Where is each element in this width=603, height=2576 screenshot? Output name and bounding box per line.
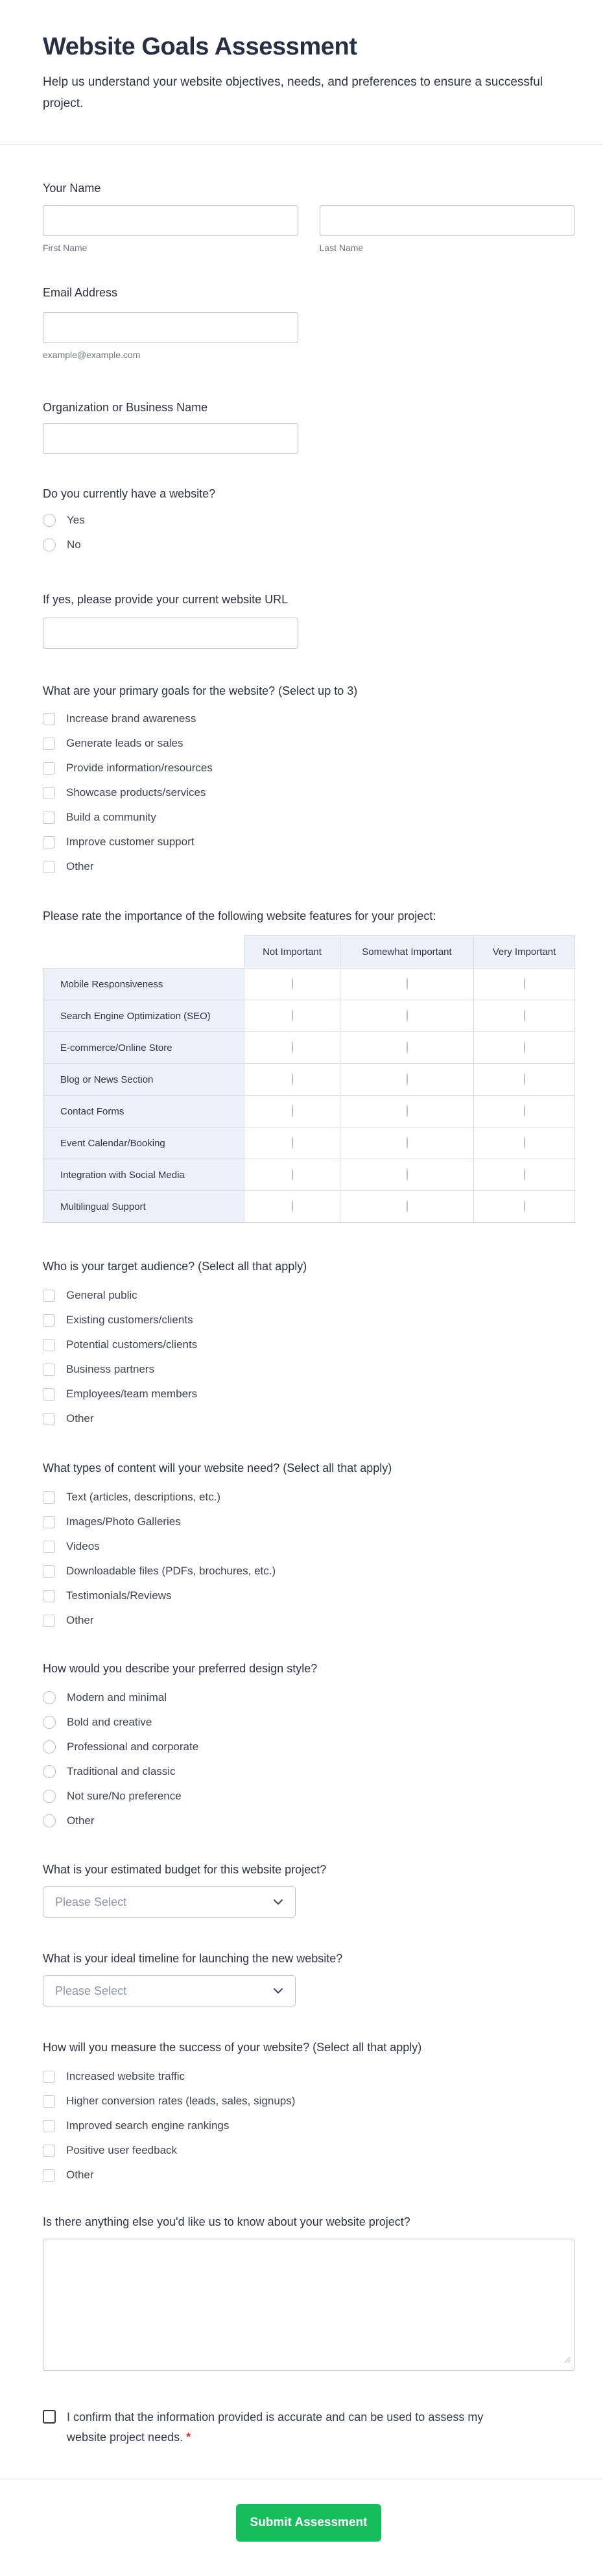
option-label: General public	[66, 1289, 137, 1301]
matrix-radio[interactable]	[407, 1105, 408, 1117]
option-label: Increased website traffic	[66, 2070, 185, 2082]
option-label: Other	[66, 1614, 94, 1626]
radio-option[interactable]	[43, 1685, 574, 1710]
checkbox-option[interactable]	[43, 1534, 574, 1559]
checkbox-option[interactable]	[43, 1406, 574, 1431]
checkbox-option[interactable]	[43, 854, 574, 879]
checkbox-option[interactable]	[43, 1357, 574, 1382]
matrix-row-label: Contact Forms	[43, 1096, 244, 1127]
matrix-row-label: Blog or News Section	[43, 1064, 244, 1096]
question-label: Who is your target audience? (Select all that apply)	[43, 1260, 307, 1273]
matrix-radio[interactable]	[407, 1168, 408, 1181]
option-label: No	[67, 538, 81, 551]
matrix-table	[43, 935, 575, 1223]
matrix-row	[43, 969, 575, 1000]
checkbox-option[interactable]	[43, 1485, 574, 1510]
matrix-row	[43, 1127, 575, 1159]
matrix-radio[interactable]	[524, 1200, 525, 1212]
checkbox-icon[interactable]	[43, 2120, 55, 2132]
bottom-padding	[0, 2542, 603, 2576]
question-website-url	[43, 592, 574, 649]
option-label: Modern and minimal	[67, 1691, 167, 1703]
option-label: Other	[66, 1412, 94, 1425]
email-sublabel: example@example.com	[43, 350, 141, 360]
checkbox-option[interactable]	[43, 780, 574, 805]
option-label: Increase brand awareness	[66, 712, 196, 725]
matrix-row	[43, 1064, 575, 1096]
matrix-row	[43, 1096, 575, 1127]
matrix-column-header: Not Important	[244, 936, 340, 969]
matrix-radio[interactable]	[407, 1009, 408, 1022]
radio-option-no[interactable]	[43, 533, 574, 557]
matrix-radio[interactable]	[524, 1105, 525, 1117]
select-placeholder: Please Select	[55, 1984, 127, 1997]
matrix-row-label: Multilingual Support	[43, 1191, 244, 1223]
checkbox-option[interactable]	[43, 1583, 574, 1608]
checkbox-option[interactable]	[43, 2113, 574, 2138]
checkbox-icon[interactable]	[43, 1364, 55, 1376]
question-email	[43, 285, 574, 360]
option-label: Professional and corporate	[67, 1740, 199, 1753]
option-label: Not sure/No preference	[67, 1790, 182, 1802]
matrix-radio[interactable]	[524, 1009, 525, 1022]
matrix-row-label: Search Engine Optimization (SEO)	[43, 1000, 244, 1032]
matrix-column-header: Somewhat Important	[340, 936, 474, 969]
checkbox-icon[interactable]	[43, 2145, 55, 2157]
matrix-radio[interactable]	[292, 1041, 293, 1053]
option-label: Existing customers/clients	[66, 1314, 193, 1326]
checkbox-icon[interactable]	[43, 836, 55, 849]
matrix-radio[interactable]	[407, 1200, 408, 1212]
checkbox-icon[interactable]	[43, 2095, 55, 2108]
checkbox-icon[interactable]	[43, 1314, 55, 1327]
checkbox-icon[interactable]	[43, 1491, 55, 1504]
checkbox-option[interactable]	[43, 2163, 574, 2187]
question-label: Email Address	[43, 286, 118, 299]
checkbox-icon[interactable]	[43, 1516, 55, 1528]
resize-handle-icon[interactable]	[563, 2355, 571, 2366]
radio-icon[interactable]	[43, 1765, 56, 1778]
question-label: If yes, please provide your current website URL	[43, 593, 289, 606]
checkbox-icon[interactable]	[43, 2169, 55, 2182]
question-design-style	[43, 1661, 574, 1833]
matrix-radio[interactable]	[292, 978, 293, 990]
last-name-sublabel: Last Name	[319, 243, 364, 253]
checkbox-option[interactable]	[43, 1308, 574, 1332]
radio-option[interactable]	[43, 1735, 574, 1759]
checkbox-icon[interactable]	[43, 812, 55, 824]
checkbox-icon[interactable]	[43, 1413, 55, 1425]
radio-icon[interactable]	[43, 514, 56, 527]
question-label: Organization or Business Name	[43, 401, 208, 414]
question-label: What is your ideal timeline for launching the new website?	[43, 1952, 343, 1965]
option-label: Build a community	[66, 811, 156, 823]
checkbox-option[interactable]	[43, 805, 574, 830]
matrix-row-label: Mobile Responsiveness	[43, 969, 244, 1000]
question-organization	[43, 400, 574, 454]
option-label: Bold and creative	[67, 1716, 152, 1728]
checkbox-icon[interactable]	[43, 1565, 55, 1578]
checkbox-option[interactable]	[43, 1559, 574, 1583]
matrix-radio[interactable]	[292, 1168, 293, 1181]
question-feature-matrix	[43, 909, 574, 1223]
checkbox-option[interactable]	[43, 1608, 574, 1633]
matrix-radio[interactable]	[292, 1073, 293, 1085]
question-label: How would you describe your preferred design style?	[43, 1662, 318, 1675]
confirm-checkbox-icon[interactable]	[43, 2410, 56, 2424]
option-label: Other	[67, 1814, 95, 1827]
checkbox-icon[interactable]	[43, 1388, 55, 1401]
option-label: Downloadable files (PDFs, brochures, etc.)	[66, 1565, 276, 1577]
option-label: Improved search engine rankings	[66, 2119, 230, 2132]
option-label: Other	[66, 2169, 94, 2181]
matrix-corner-cell	[43, 936, 244, 969]
option-label: Business partners	[66, 1363, 155, 1375]
last-name-input[interactable]	[320, 205, 575, 236]
question-label: Is there anything else you'd like us to know about your website project?	[43, 2215, 410, 2228]
checkbox-icon[interactable]	[43, 1290, 55, 1302]
option-label: Potential customers/clients	[66, 1338, 198, 1351]
checkbox-option[interactable]	[43, 1510, 574, 1534]
question-success-metrics	[43, 2040, 574, 2187]
question-has-website	[43, 487, 574, 557]
option-label: Higher conversion rates (leads, sales, signups)	[66, 2095, 296, 2107]
matrix-radio[interactable]	[407, 1041, 408, 1053]
option-label: Improve customer support	[66, 836, 195, 848]
matrix-radio[interactable]	[524, 1168, 525, 1181]
question-label: How will you measure the success of your website? (Select all that apply)	[43, 2041, 422, 2054]
email-input[interactable]	[43, 312, 298, 343]
checkbox-option[interactable]	[43, 2064, 574, 2089]
checkbox-icon[interactable]	[43, 787, 55, 799]
checkbox-option[interactable]	[43, 830, 574, 854]
question-primary-goals	[43, 684, 574, 879]
question-additional-info	[43, 2215, 574, 2371]
option-label: Showcase products/services	[66, 786, 206, 799]
question-content-types	[43, 1461, 574, 1633]
checkbox-option[interactable]	[43, 1332, 574, 1357]
first-name-sublabel: First Name	[43, 243, 88, 253]
additional-info-textarea[interactable]	[43, 2239, 574, 2371]
question-label: What are your primary goals for the website? (Select up to 3)	[43, 684, 358, 697]
question-your-name	[43, 181, 574, 253]
question-label: Do you currently have a website?	[43, 487, 216, 500]
matrix-row	[43, 1191, 575, 1223]
checkbox-option[interactable]	[43, 1283, 574, 1308]
submit-button[interactable]: Submit Assessment	[236, 2504, 381, 2542]
confirmation-label: I confirm that the information provided is accurate and can be used to assess my website project needs. *	[67, 2411, 484, 2444]
website-url-input[interactable]	[43, 618, 298, 649]
first-name-input[interactable]	[43, 205, 298, 236]
option-label: Yes	[67, 514, 85, 526]
checkbox-icon[interactable]	[43, 1339, 55, 1351]
checkbox-icon[interactable]	[43, 1615, 55, 1627]
organization-input[interactable]	[43, 423, 298, 454]
timeline-select[interactable]	[43, 1975, 296, 2006]
matrix-radio[interactable]	[407, 1073, 408, 1085]
checkbox-option[interactable]	[43, 1382, 574, 1406]
matrix-radio[interactable]	[524, 1041, 525, 1053]
option-label: Provide information/resources	[66, 762, 213, 774]
option-label: Images/Photo Galleries	[66, 1515, 181, 1528]
matrix-row	[43, 1032, 575, 1064]
budget-select[interactable]	[43, 1886, 296, 1918]
option-label: Text (articles, descriptions, etc.)	[66, 1491, 221, 1503]
required-asterisk: *	[186, 2431, 191, 2444]
option-label: Positive user feedback	[66, 2144, 178, 2156]
question-target-audience	[43, 1259, 574, 1431]
radio-icon[interactable]	[43, 538, 56, 551]
checkbox-option[interactable]	[43, 731, 574, 756]
matrix-radio[interactable]	[292, 1200, 293, 1212]
checkbox-icon[interactable]	[43, 861, 55, 873]
radio-option[interactable]	[43, 1784, 574, 1809]
question-budget	[43, 1862, 574, 1918]
radio-icon[interactable]	[43, 1740, 56, 1753]
checkbox-icon[interactable]	[43, 738, 55, 750]
checkbox-option[interactable]	[43, 706, 574, 731]
radio-option[interactable]	[43, 1759, 574, 1784]
matrix-radio[interactable]	[292, 1105, 293, 1117]
option-label: Other	[66, 860, 94, 873]
question-label: Your Name	[43, 182, 101, 195]
checkbox-icon[interactable]	[43, 1590, 55, 1602]
question-timeline	[43, 1951, 574, 2006]
radio-option[interactable]	[43, 1710, 574, 1735]
radio-icon[interactable]	[43, 1691, 56, 1704]
matrix-row	[43, 1000, 575, 1032]
matrix-radio[interactable]	[292, 1137, 293, 1149]
checkbox-option[interactable]	[43, 2089, 574, 2113]
matrix-radio[interactable]	[524, 1073, 525, 1085]
question-label: Please rate the importance of the following website features for your project:	[43, 909, 436, 922]
chevron-down-icon	[273, 1896, 283, 1908]
option-label: Traditional and classic	[67, 1765, 176, 1777]
checkbox-icon[interactable]	[43, 762, 55, 775]
matrix-radio[interactable]	[407, 1137, 408, 1149]
checkbox-icon[interactable]	[43, 1541, 55, 1553]
option-label: Employees/team members	[66, 1388, 198, 1400]
checkbox-option[interactable]	[43, 756, 574, 780]
option-label: Testimonials/Reviews	[66, 1589, 172, 1602]
matrix-row-label: E-commerce/Online Store	[43, 1032, 244, 1064]
matrix-row	[43, 1159, 575, 1191]
matrix-radio[interactable]	[292, 1009, 293, 1022]
option-label: Videos	[66, 1540, 100, 1552]
radio-option[interactable]	[43, 1809, 574, 1833]
matrix-row-label: Event Calendar/Booking	[43, 1127, 244, 1159]
option-label: Generate leads or sales	[66, 737, 183, 749]
last-name-col	[320, 205, 575, 253]
form-header	[0, 0, 603, 145]
matrix-radio[interactable]	[524, 978, 525, 990]
checkbox-icon[interactable]	[43, 713, 55, 725]
checkbox-icon[interactable]	[43, 2071, 55, 2083]
first-name-col	[43, 205, 298, 253]
question-label: What is your estimated budget for this website project?	[43, 1863, 327, 1876]
form-subtitle: Help us understand your website objectives, needs, and preferences to ensure a successful project.	[43, 75, 543, 110]
question-confirmation[interactable]	[43, 2407, 574, 2448]
radio-icon[interactable]	[43, 1814, 56, 1827]
matrix-column-header: Very Important	[474, 936, 575, 969]
checkbox-option[interactable]	[43, 2138, 574, 2163]
radio-option-yes[interactable]	[43, 508, 574, 533]
radio-icon[interactable]	[43, 1790, 56, 1803]
form-title: Website Goals Assessment	[43, 33, 357, 60]
radio-icon[interactable]	[43, 1716, 56, 1729]
matrix-row-label: Integration with Social Media	[43, 1159, 244, 1191]
question-label: What types of content will your website need? (Select all that apply)	[43, 1462, 392, 1475]
matrix-radio[interactable]	[524, 1137, 525, 1149]
select-placeholder: Please Select	[55, 1895, 127, 1908]
matrix-radio[interactable]	[407, 978, 408, 990]
chevron-down-icon	[273, 1984, 283, 1997]
